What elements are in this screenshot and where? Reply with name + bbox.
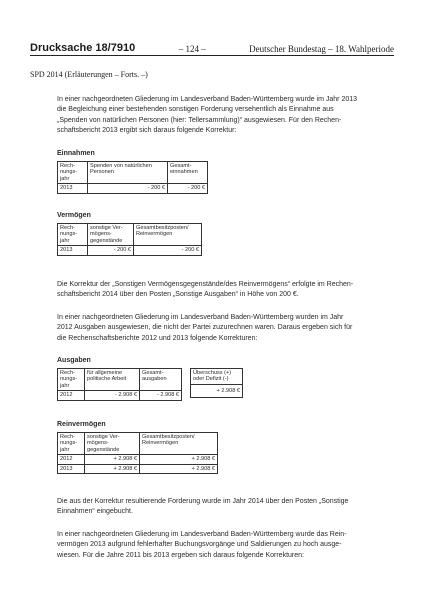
section-title: SPD 2014 (Erläuterungen – Forts. –) [30, 70, 148, 79]
table-cell: - 2.908 € [140, 391, 182, 400]
table-header-cell: Rech- nungs- jahr [58, 162, 88, 184]
table-header-cell: für allgemeine politische Arbeit [85, 369, 140, 391]
vermoegen-table [57, 223, 202, 256]
table-header-cell: Gesamtbesitzposten/ Reinvermögen [134, 224, 202, 246]
table-row [191, 384, 243, 397]
einnahmen-heading: Einnahmen [57, 150, 95, 157]
ausgaben-heading: Ausgaben [57, 357, 91, 364]
table-cell: 2013 [58, 184, 88, 193]
ueberschuss-table [190, 368, 243, 398]
table-row [58, 246, 202, 255]
table-cell: + 2.908 € [191, 384, 243, 397]
table-row [58, 184, 208, 193]
table-cell: + 2.908 € [85, 455, 140, 464]
table-header-cell: Gesamtbesitzposten/ Reinvermögen [140, 433, 218, 455]
table-cell: - 200 € [134, 246, 202, 255]
table-cell: - 200 € [88, 246, 134, 255]
table-header-cell: Gesamt- einnahmen [168, 162, 208, 184]
paragraph-2: Die Korrektur der „Sonstigen Vermögensgegenstände/des Reinvermögens“ erfolgte im Rechen- schaftsbericht 2014 über den Posten „Sonstige Ausgaben“ in Höhe von 200 €. [57, 281, 354, 299]
paragraph-1: In einer nachgeordneten Gliederung im Landesverband Baden-Württemberg wurde im Jahr 2013 die Begleichung einer bestehenden sonstigen Forderung versehentlich als Einnahme aus „Spenden von natürlichen Personen (hier: Tellersammlung)“ ausgewiesen. Für den Rechen- schaftsbericht 2013 ergibt sich daraus folgende Korrektur: [57, 96, 358, 134]
table-cell: - 200 € [168, 184, 208, 193]
table-cell: + 2.908 € [140, 464, 218, 473]
table-cell: - 2.908 € [85, 391, 140, 400]
table-header-row [58, 224, 202, 246]
table-header-cell: Überschuss (+) oder Defizit (-) [191, 369, 243, 385]
table-header-row [58, 433, 218, 455]
table-header-row [58, 369, 182, 391]
vermoegen-heading: Vermögen [57, 212, 91, 219]
page-number: – 124 – [178, 44, 206, 54]
reinvermoegen-table [57, 432, 218, 474]
paragraph-3: In einer nachgeordneten Gliederung im Landesverband Baden-Württemberg wurden im Jahr 2012 Ausgaben ausgewiesen, die nicht der Partei zuzurechnen waren. Daraus ergeben sich für die Rechenschaftsberichte 2012 und 2013 folgende Korrekturen: [57, 314, 353, 342]
table-cell: 2013 [58, 464, 85, 473]
table-header-cell: Rech- nungs- jahr [58, 433, 85, 455]
paragraph-5: In einer nachgeordneten Gliederung im Landesverband Baden-Württemberg wurde das Rein- vermögen 2013 aufgrund fehlerhafter Buchungsvorgänge und Saldierungen zu hoch ausge- wiesen. Für die Jahre 2011 bis 2013 ergeben sich daraus folgende Korrekturen: [57, 531, 347, 559]
table-row [58, 464, 218, 473]
drucksache-number: Drucksache 18/7910 [30, 42, 136, 54]
table-header-cell: sonstige Ver- mögens- gegenstände [85, 433, 140, 455]
table-cell: - 200 € [88, 184, 168, 193]
header-rule [30, 55, 394, 56]
table-cell: 2012 [58, 455, 85, 464]
table-header-row [191, 369, 243, 385]
table-header-cell: Rech- nungs- jahr [58, 224, 88, 246]
table-cell: + 2.908 € [85, 464, 140, 473]
table-row [58, 391, 182, 400]
table-header-cell: Rech- nungs- jahr [58, 369, 85, 391]
paragraph-4: Die aus der Korrektur resultierende Forderung wurde im Jahr 2014 über den Posten „Sonstige Einnahmen“ eingebucht. [57, 498, 349, 516]
table-row [58, 455, 218, 464]
table-cell: 2012 [58, 391, 85, 400]
table-header-cell: Spenden von natürlichen Personen [88, 162, 168, 184]
page-header [30, 40, 394, 54]
table-cell: + 2.908 € [140, 455, 218, 464]
table-header-cell: Gesamt- ausgaben [140, 369, 182, 391]
ausgaben-table [57, 368, 182, 401]
einnahmen-table [57, 161, 208, 194]
bundestag-label: Deutscher Bundestag – 18. Wahlperiode [249, 44, 394, 54]
table-header-cell: sonstige Ver- mögens- gegenstände [88, 224, 134, 246]
reinvermoegen-heading: Reinvermögen [57, 421, 106, 428]
table-cell: 2013 [58, 246, 88, 255]
table-header-row [58, 162, 208, 184]
